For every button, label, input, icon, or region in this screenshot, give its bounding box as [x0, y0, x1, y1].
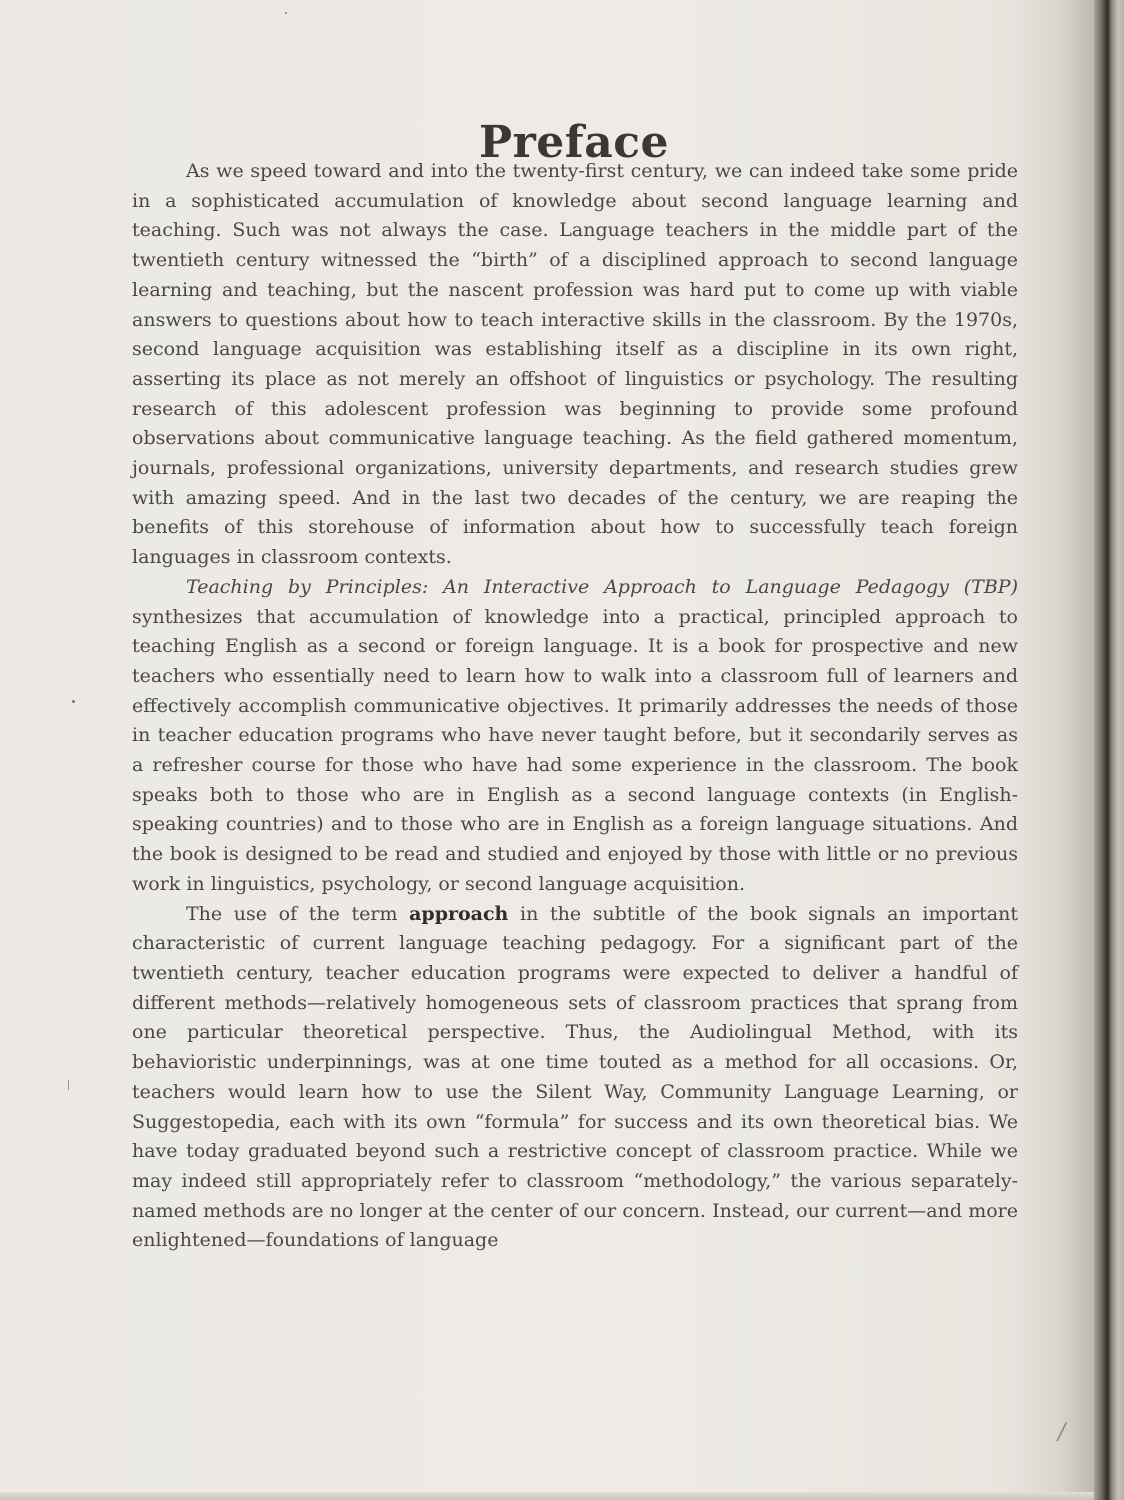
paragraph-text: in the subtitle of the book signals an important characteristic of current language teaching pedagogy. For a significant part of the twentieth century, teacher education programs were expected to deliver a handful of different methods—relatively homogeneous sets of classroom practices that sprang from one particular theoretical perspective. Thus, the Audiolingual Method, with its behavioristic underpinnings, was at one time touted as a method for all occasions. Or, teachers would learn how to use the Silent Way, Community Language Learning, or Suggestopedia, each with its own “formula” for success and its own theoretical bias. We have today graduated beyond such a restrictive concept of classroom practice. While we may indeed still appropriately refer to classroom “methodology,” the various separately-named methods are no longer at the center of our concern. Instead, our current—and more enlightened—foundations of language [132, 902, 1018, 1252]
paragraph-1 [132, 157, 1018, 573]
speck-mark [68, 1080, 69, 1090]
page-title: Preface [479, 117, 669, 169]
speck-mark [285, 12, 287, 14]
margin-pencil-mark: / [1058, 1420, 1066, 1445]
paragraph-text: synthesizes that accumulation of knowledge into a practical, principled approach to teaching English as a second or foreign language. It is a book for prospective and new teachers who essentially need to learn how to walk into a classroom full of learners and effectively accomplish communicative objectives. It primarily addresses the needs of those in teacher education programs who have never taught before, but it secondarily serves as a refresher course for those who have had some experience in the classroom. The book speaks both to those who are in English as a second language contexts (in English-speaking countries) and to those who are in English as a foreign language situations. And the book is designed to be read and studied and enjoyed by those with little or no previous work in linguistics, psychology, or second language acquisition. [132, 605, 1018, 895]
paragraph-2 [132, 573, 1018, 900]
paragraph-text: As we speed toward and into the twenty-first century, we can indeed take some pride in a sophisticated accumulation of knowledge about second language learning and teaching. Such was not always the case. Language teachers in the middle part of the twentieth century witnessed the “birth” of a disciplined approach to second language learning and teaching, but the nascent profession was hard put to come up with viable answers to questions about how to teach interactive skills in the classroom. By the 1970s, second language acquisition was establishing itself as a discipline in its own right, asserting its place as not merely an offshoot of linguistics or psychology. The resulting research of this adolescent profession was beginning to provide some profound observations about communicative language teaching. As the field gathered momentum, journals, professional organizations, university departments, and research studies grew with amazing speed. And in the last two decades of the century, we are reaping the benefits of this storehouse of information about how to successfully teach foreign languages in classroom contexts. [132, 160, 1018, 569]
book-spine-shadow [1094, 0, 1124, 1500]
paragraph-text: The use of the term [186, 902, 410, 925]
page-bottom-edge [0, 1492, 1094, 1500]
paragraph-3 [132, 900, 1018, 1256]
book-title-italic: Teaching by Principles: An Interactive Approach to Language Pedagogy (TBP) [186, 575, 1018, 598]
preface-body [132, 157, 1018, 1256]
bold-term: approach [409, 902, 509, 925]
speck-mark [72, 700, 75, 703]
